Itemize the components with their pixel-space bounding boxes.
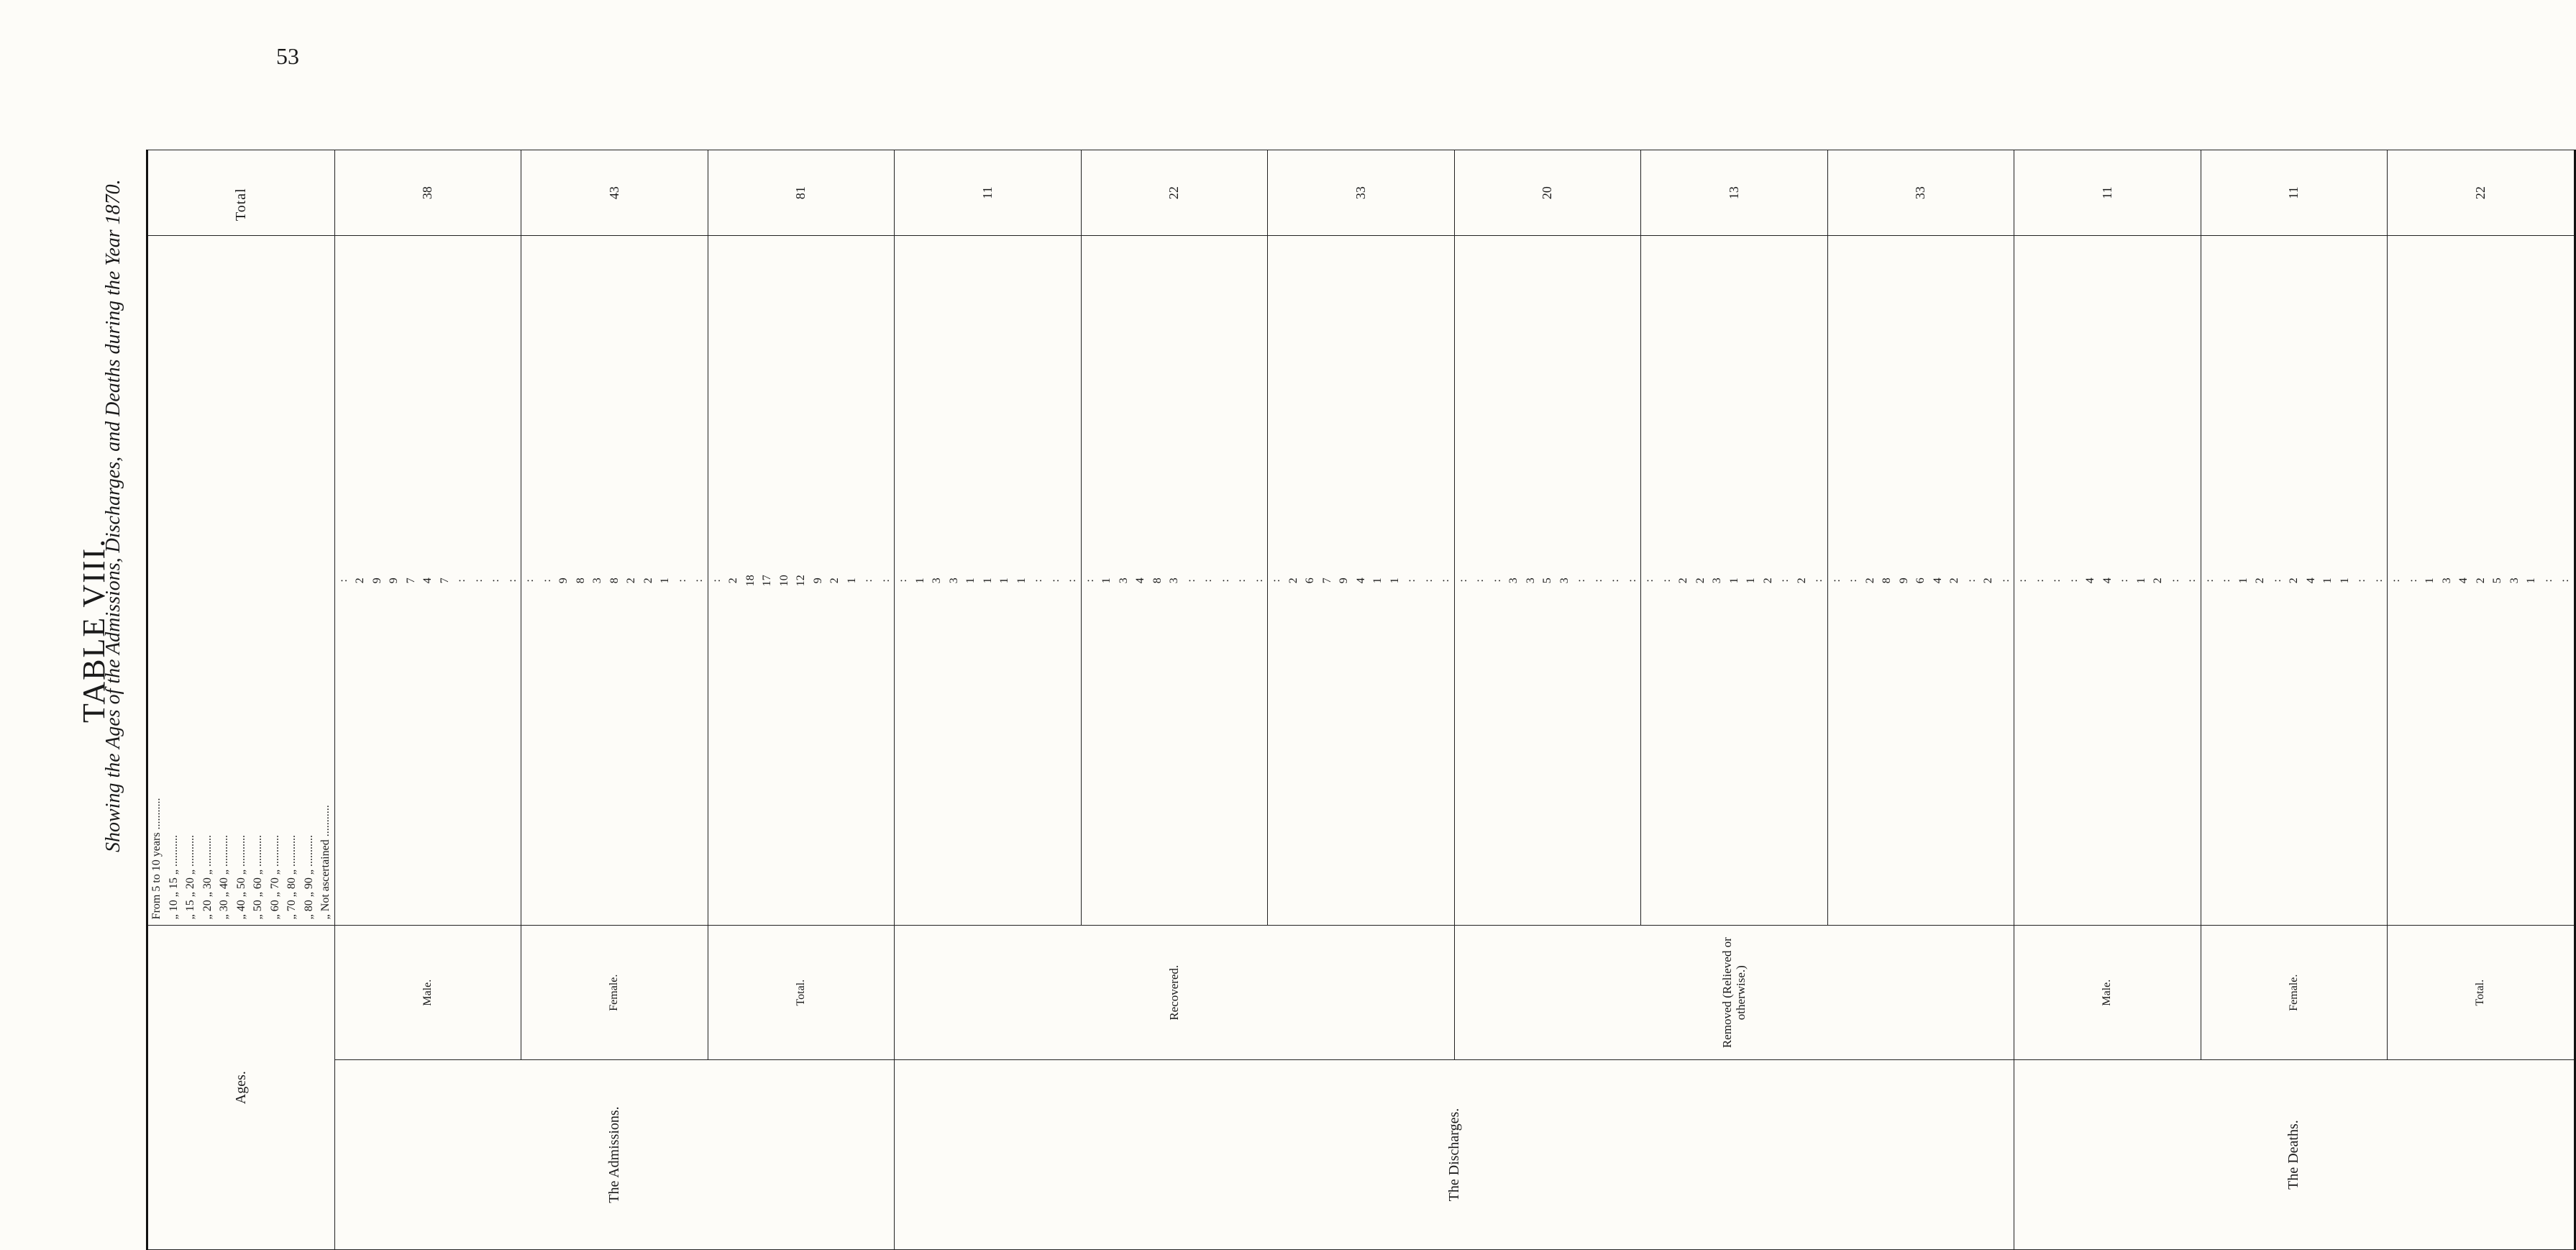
sex-label-female: Female. <box>2201 926 2388 1060</box>
cell-value: : <box>2203 579 2216 583</box>
cell-value: 8 <box>608 578 621 584</box>
cell-value: 4 <box>2304 578 2317 584</box>
cell-value: : <box>489 579 501 583</box>
deaths-header: The Deaths. <box>2014 1060 2575 1250</box>
ages-row <box>147 150 335 1250</box>
sex-label-total: Total. <box>2388 926 2575 1060</box>
cell-value: 9 <box>370 578 383 584</box>
values-cell <box>1081 236 1268 926</box>
age-group-label: „ Not ascertained ........... <box>319 805 332 920</box>
age-group-label: „ 30 „ 40 „ ........... <box>218 835 230 920</box>
sex-label-male: Male. <box>2014 926 2201 1060</box>
cell-value: 1 <box>964 578 977 584</box>
cell-value: 9 <box>388 578 400 584</box>
cell-value: : <box>1625 579 1638 583</box>
sex-label-female: Female. <box>521 926 708 1060</box>
cell-value: 7 <box>1320 578 1333 584</box>
total-cell: 33 <box>1268 150 1455 236</box>
cell-value: 17 <box>761 575 773 587</box>
total-cell: 20 <box>1454 150 1641 236</box>
cell-value: : <box>1032 579 1044 583</box>
age-group-label: „ 80 „ 90 „ ........... <box>302 835 315 920</box>
cell-value: 2 <box>1694 578 1707 584</box>
cell-value: : <box>540 579 553 583</box>
cell-value: 2 <box>1677 578 1689 584</box>
cell-value: : <box>897 579 909 583</box>
age-group-label: „ 40 „ 50 „ ........... <box>234 835 247 920</box>
cell-value: : <box>2270 579 2283 583</box>
deaths-male-row <box>2014 150 2201 1250</box>
cell-value: 4 <box>2101 578 2114 584</box>
cell-value: 2 <box>1948 578 1960 584</box>
age-group-label: „ 50 „ 60 „ ........... <box>252 835 264 920</box>
age-group-label: „ 15 „ 20 „ ........... <box>184 835 196 920</box>
cell-value: : <box>879 579 892 583</box>
cell-value: 9 <box>1338 578 1350 584</box>
cell-value: 1 <box>981 578 994 584</box>
cell-value: : <box>1405 579 1417 583</box>
cell-value: : <box>506 579 519 583</box>
cell-value: : <box>1049 579 1061 583</box>
cell-value: : <box>1474 579 1486 583</box>
total-cell: 38 <box>334 150 521 236</box>
cell-value: : <box>1778 579 1791 583</box>
cell-value: 2 <box>1761 578 1774 584</box>
total-cell: 43 <box>521 150 708 236</box>
age-group-label: „ 20 „ 30 „ ........... <box>201 835 214 920</box>
age-group-list <box>148 236 334 919</box>
cell-value: 1 <box>2338 578 2351 584</box>
cell-value: 9 <box>557 578 570 584</box>
removed-header: Removed (Relieved or otherwise.) <box>1454 926 2014 1060</box>
cell-value: 2 <box>641 578 654 584</box>
cell-value: : <box>2067 579 2080 583</box>
cell-value: 6 <box>1914 578 1927 584</box>
cell-value: 7 <box>438 578 451 584</box>
total-cell: 11 <box>2014 150 2201 236</box>
cell-value: 2 <box>1795 578 1808 584</box>
cell-value: : <box>1643 579 1655 583</box>
values-cell <box>708 236 895 926</box>
values-cell <box>334 236 521 926</box>
cell-value: 12 <box>795 575 807 587</box>
cell-value: : <box>2559 579 2571 583</box>
discharges-header: The Discharges. <box>895 1060 2014 1250</box>
total-label: Total <box>147 150 335 236</box>
values-cell <box>521 236 708 926</box>
total-cell: 22 <box>1081 150 1268 236</box>
values-cell <box>895 236 1082 926</box>
values-cell <box>1268 236 1455 926</box>
age-groups-cell <box>147 236 335 926</box>
cell-value: 3 <box>1507 578 1520 584</box>
cell-value: 3 <box>1524 578 1537 584</box>
cell-value: : <box>1830 579 1842 583</box>
sex-label-male: Male. <box>334 926 521 1060</box>
cell-value: : <box>1184 579 1197 583</box>
cell-value: 1 <box>1388 578 1401 584</box>
cell-value: 3 <box>1558 578 1571 584</box>
cell-value: 6 <box>1304 578 1316 584</box>
cell-value: : <box>2050 579 2063 583</box>
cell-value: 2 <box>2474 578 2487 584</box>
values-cell <box>2014 236 2201 926</box>
table-title: TABLE VIII. <box>76 537 111 723</box>
cell-value: 3 <box>1117 578 1130 584</box>
cell-value: : <box>1270 579 1282 583</box>
cell-value: 1 <box>1745 578 1757 584</box>
cell-value: : <box>1456 579 1469 583</box>
table-caption: Showing the Ages of the Admissions, Discharges, and Deaths during the Year 1870. <box>102 179 124 852</box>
values-cell <box>2201 236 2388 926</box>
cell-value: 4 <box>421 578 434 584</box>
cell-value: 2 <box>1287 578 1300 584</box>
cell-value: : <box>455 579 467 583</box>
recovered-male-row <box>895 150 1082 1250</box>
cell-value: 4 <box>1354 578 1367 584</box>
cell-value: : <box>710 579 723 583</box>
cell-value: 1 <box>1100 578 1113 584</box>
cell-value: : <box>1202 579 1214 583</box>
cell-value: 1 <box>1727 578 1740 584</box>
cell-value: : <box>1236 579 1248 583</box>
admissions-header: The Admissions. <box>334 1060 895 1250</box>
total-cell: 33 <box>1827 150 2014 236</box>
cell-value: : <box>1083 579 1096 583</box>
cell-value: 3 <box>931 578 943 584</box>
rotated-table <box>146 150 2571 1250</box>
cell-value: 2 <box>828 578 841 584</box>
cell-value: : <box>1252 579 1265 583</box>
cell-value: 1 <box>1371 578 1384 584</box>
cell-value: : <box>2168 579 2181 583</box>
cell-value: 18 <box>744 575 757 587</box>
cell-value: 4 <box>2084 578 2096 584</box>
total-cell: 11 <box>895 150 1082 236</box>
cell-value: : <box>337 579 350 583</box>
cell-value: 1 <box>2134 578 2147 584</box>
total-cell: 22 <box>2388 150 2575 236</box>
cell-value: 3 <box>1168 578 1180 584</box>
cell-value: 2 <box>2254 578 2266 584</box>
cell-value: : <box>1591 579 1604 583</box>
cell-value: 4 <box>2457 578 2470 584</box>
cell-value: : <box>1422 579 1435 583</box>
cell-value: 9 <box>1897 578 1910 584</box>
age-group-label: „ 10 „ 15 „ ........... <box>167 835 180 920</box>
cell-value: 1 <box>2321 578 2334 584</box>
values-cell <box>1827 236 2014 926</box>
total-cell: 81 <box>708 150 895 236</box>
cell-value: : <box>1609 579 1621 583</box>
cell-value: : <box>2355 579 2367 583</box>
cell-value: : <box>2406 579 2419 583</box>
cell-value: : <box>2017 579 2029 583</box>
cell-value: 3 <box>2440 578 2453 584</box>
cell-value: 7 <box>404 578 417 584</box>
cell-value: : <box>1999 579 2011 583</box>
cell-value: 4 <box>1931 578 1944 584</box>
total-cell: 13 <box>1641 150 1828 236</box>
page-number: 53 <box>276 43 299 69</box>
cell-value: 1 <box>845 578 858 584</box>
cell-value: : <box>675 579 688 583</box>
cell-value: : <box>2372 579 2385 583</box>
cell-value: 8 <box>1151 578 1164 584</box>
statistics-table <box>146 150 2576 1250</box>
cell-value: : <box>1660 579 1673 583</box>
cell-value: : <box>2033 579 2046 583</box>
cell-value: 4 <box>1134 578 1146 584</box>
cell-value: 2 <box>354 578 366 584</box>
cell-value: : <box>472 579 485 583</box>
cell-value: : <box>1490 579 1503 583</box>
total-cell: 11 <box>2201 150 2388 236</box>
age-group-label: From 5 to 10 years ........... <box>150 798 163 920</box>
cell-value: : <box>1066 579 1078 583</box>
cell-value: 3 <box>591 578 603 584</box>
cell-value: : <box>2220 579 2232 583</box>
ages-header: Ages. <box>147 926 335 1250</box>
age-group-label: „ 70 „ 80 „ ........... <box>286 835 298 920</box>
cell-value: 10 <box>777 575 790 587</box>
recovered-header: Recovered. <box>895 926 1455 1060</box>
cell-value: 1 <box>2424 578 2436 584</box>
age-group-label: „ 60 „ 70 „ ........... <box>268 835 281 920</box>
cell-value: 2 <box>625 578 637 584</box>
cell-value: : <box>1847 579 1859 583</box>
cell-value: 1 <box>2525 578 2537 584</box>
cell-value: 2 <box>2152 578 2164 584</box>
cell-value: 2 <box>1982 578 1994 584</box>
cell-value: 3 <box>1711 578 1723 584</box>
values-cell <box>2388 236 2575 926</box>
cell-value: : <box>1812 579 1824 583</box>
cell-value: 2 <box>2288 578 2300 584</box>
cell-value: 5 <box>2491 578 2503 584</box>
cell-value: 8 <box>1881 578 1893 584</box>
cell-value: 8 <box>574 578 587 584</box>
cell-value: : <box>2118 579 2130 583</box>
values-cell <box>1641 236 1828 926</box>
cell-value: 1 <box>998 578 1010 584</box>
cell-value: 1 <box>913 578 926 584</box>
admissions-male-row <box>334 150 521 1250</box>
cell-value: : <box>1218 579 1231 583</box>
values-cell <box>1454 236 1641 926</box>
cell-value: 1 <box>2237 578 2250 584</box>
cell-value: : <box>2541 579 2554 583</box>
cell-value: 2 <box>727 578 739 584</box>
cell-value: 1 <box>659 578 671 584</box>
cell-value: : <box>1439 579 1451 583</box>
cell-value: 1 <box>1015 578 1028 584</box>
cell-value: : <box>1965 579 1978 583</box>
cell-value: : <box>862 579 874 583</box>
cell-value: 2 <box>1863 578 1876 584</box>
sex-label-total: Total. <box>708 926 895 1060</box>
cell-value: 3 <box>947 578 960 584</box>
cell-value: : <box>1575 579 1587 583</box>
cell-value: 3 <box>2508 578 2521 584</box>
cell-value: : <box>693 579 705 583</box>
cell-value: 5 <box>1541 578 1553 584</box>
cell-value: : <box>2390 579 2402 583</box>
cell-value: 9 <box>811 578 824 584</box>
cell-value: : <box>2186 579 2198 583</box>
cell-value: : <box>524 579 536 583</box>
